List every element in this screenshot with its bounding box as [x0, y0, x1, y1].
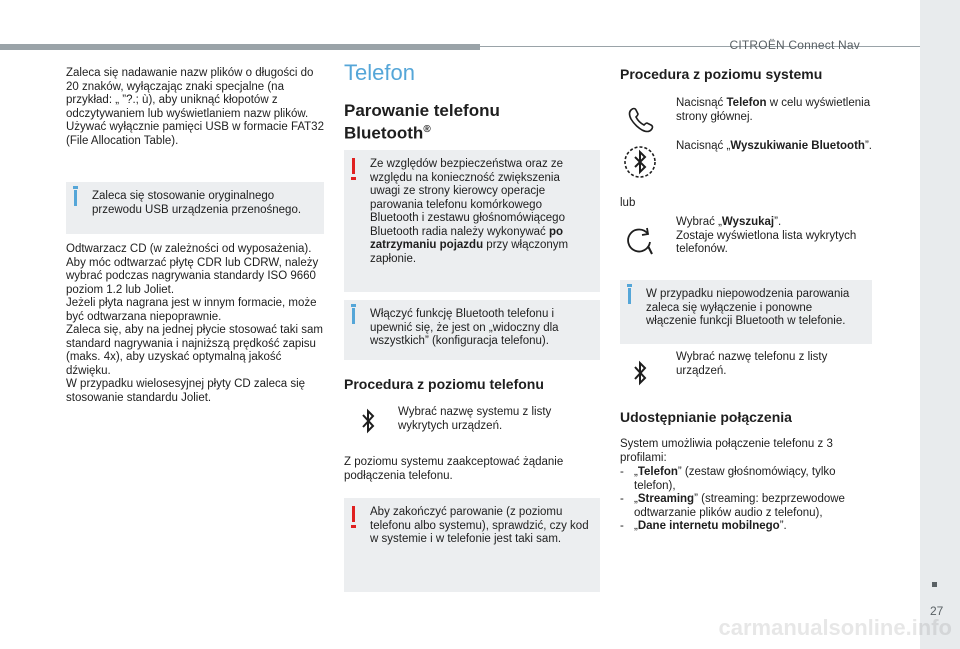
list-item — [620, 493, 876, 520]
phone-step-1: Wybrać nazwę systemu z listy wykrytych urządzeń. — [398, 406, 552, 432]
system-step-3-d: Zostaje wyświetlona lista wykrytych telefonów. — [676, 229, 857, 255]
system-step-1-bold: Telefon — [726, 97, 767, 109]
warning-box-code-text: Aby zakończyć parowanie (z poziomu telefonu albo systemu), sprawdzić, czy kod w systemie i w telefonie jest taki sam. — [370, 506, 589, 545]
brand-label: CITROËN Connect Nav — [729, 38, 860, 52]
bluetooth-icon — [348, 402, 388, 442]
phone-step-2: Z poziomu systemu zaakceptować żądanie podłączenia telefonu. — [344, 456, 564, 482]
system-step-3-c: ”. — [774, 216, 782, 228]
info-icon — [74, 190, 77, 206]
info-icon — [352, 308, 355, 324]
list-dash: - — [620, 493, 624, 505]
info-box-usb — [66, 182, 324, 234]
profile-text — [634, 466, 876, 493]
pairing-title-line2: Bluetooth — [344, 123, 424, 143]
phone-handset-icon — [620, 98, 660, 138]
sharing-intro: System umożliwia połączenie telefonu z 3 profilami: — [620, 438, 833, 464]
warning-box-safety — [344, 150, 600, 292]
system-step-1-a: Nacisnąć — [676, 97, 727, 109]
info-box-bluetooth-text: Włączyć funkcję Bluetooth telefonu i upewnić się, że jest on „widoczny dla wszystkich” (konfiguracja telefonu). — [370, 308, 559, 347]
pairing-title — [344, 101, 500, 143]
system-procedure-title: Procedura z poziomu systemu — [620, 66, 823, 82]
info-icon — [628, 288, 631, 304]
system-step-4: Wybrać nazwę telefonu z listy urządzeń. — [676, 351, 828, 377]
or-label: lub — [620, 197, 636, 209]
info-box-usb-text: Zaleca się stosowanie oryginalnego przewodu USB urządzenia przenośnego. — [92, 190, 302, 216]
list-dash: - — [620, 466, 624, 478]
profile-quote: „ — [634, 520, 638, 532]
system-step-1 — [676, 97, 872, 124]
profiles-list — [620, 466, 876, 534]
continue-marker-icon — [932, 582, 937, 587]
list-dash: - — [620, 520, 624, 532]
bluetooth-search-icon — [620, 142, 660, 182]
profile-desc: ”. — [779, 520, 787, 532]
connection-sharing-title: Udostępnianie połączenia — [620, 409, 792, 425]
system-step-3-bold: Wyszukaj — [721, 216, 775, 228]
warning-text-bold: po zatrzymaniu pojazdu — [370, 225, 564, 251]
info-box-failure — [620, 280, 872, 344]
warning-icon — [352, 506, 355, 522]
cd-player-paragraph: Odtwarzacz CD (w zależności od wyposażenia). Aby móc odtwarzać płytę CDR lub CDRW, należy wybrać podczas nagrywania standardy ISO 9660 poziom 1.2 lub Joliet. Jeżeli płyta nagrana jest w innym formacie, może być odtwarzana niepoprawnie. Zaleca się, aby na jednej płycie stosować taki sam standard nagrywania i najniższą prędkość zapisu (maks. 4x), aby uzyskać optymalną jakość dźwięku. W przypadku wielosesyjnej płyty CD zaleca się stosowanie standardu Joliet. — [66, 243, 323, 404]
profile-quote: „ — [634, 466, 638, 478]
header-rule — [0, 44, 480, 50]
watermark: carmanualsonline.info — [718, 615, 952, 640]
profile-name: Telefon — [637, 466, 678, 478]
profile-desc: ” (streaming: bezprzewodowe odtwarzanie plików audio z telefonu), — [634, 493, 845, 519]
phone-procedure-title: Procedura z poziomu telefonu — [344, 376, 544, 392]
warning-text-part2: przy włączonym zapłonie. — [370, 239, 569, 265]
info-box-bluetooth — [344, 300, 600, 360]
refresh-search-icon — [620, 220, 660, 260]
profile-desc: ” (zestaw głośnomówiący, tylko telefon), — [634, 466, 836, 492]
system-step-2-a: Nacisnąć „ — [676, 140, 731, 152]
profile-name: Streaming — [637, 493, 695, 505]
section-title: Telefon — [344, 60, 415, 85]
pairing-title-line1: Parowanie telefonu — [344, 101, 500, 120]
profile-text — [634, 493, 876, 520]
system-step-1-c: w celu wyświetlenia strony głównej. — [676, 97, 871, 123]
registered-mark: ® — [423, 124, 431, 135]
profile-quote: „ — [634, 493, 638, 505]
info-box-failure-text: W przypadku niepowodzenia parowania zaleca się wyłączenie i ponowne włączenie funkcji Bluetooth w telefonie. — [646, 288, 850, 327]
list-item — [620, 520, 876, 534]
system-step-2-c: ”. — [864, 140, 872, 152]
system-step-2-bold: Wyszukiwanie Bluetooth — [730, 140, 865, 152]
page-sidebar — [920, 0, 960, 649]
list-item — [620, 466, 876, 493]
page-number: 27 — [930, 604, 944, 618]
usb-filenames-paragraph: Zaleca się nadawanie nazw plików o długości do 20 znaków, wyłączając znaki specjalne (na przykład: „ ”?.; ù), aby uniknąć kłopotów z odczytywaniem lub wyświetlaniem nazw plików. Używać wyłącznie pamięci USB w formacie FAT32 (File Allocation Table). — [66, 67, 324, 147]
profile-name: Dane internetu mobilnego — [637, 520, 780, 532]
warning-box-safety-text — [370, 158, 592, 266]
system-step-3-a: Wybrać „ — [676, 216, 722, 228]
system-step-2 — [676, 140, 872, 154]
profile-text — [634, 520, 787, 534]
bluetooth-icon — [620, 352, 660, 392]
warning-text-part1: Ze względów bezpieczeństwa oraz ze względu na konieczność zwiększenia uwagi ze strony kierowcy operacje parowania telefonu komórkowego Bluetooth i zestawu głośnomówiącego Bluetooth radia należy wykonywać — [370, 158, 565, 238]
warning-icon — [352, 158, 355, 174]
warning-box-code — [344, 498, 600, 592]
system-step-3 — [676, 216, 872, 257]
